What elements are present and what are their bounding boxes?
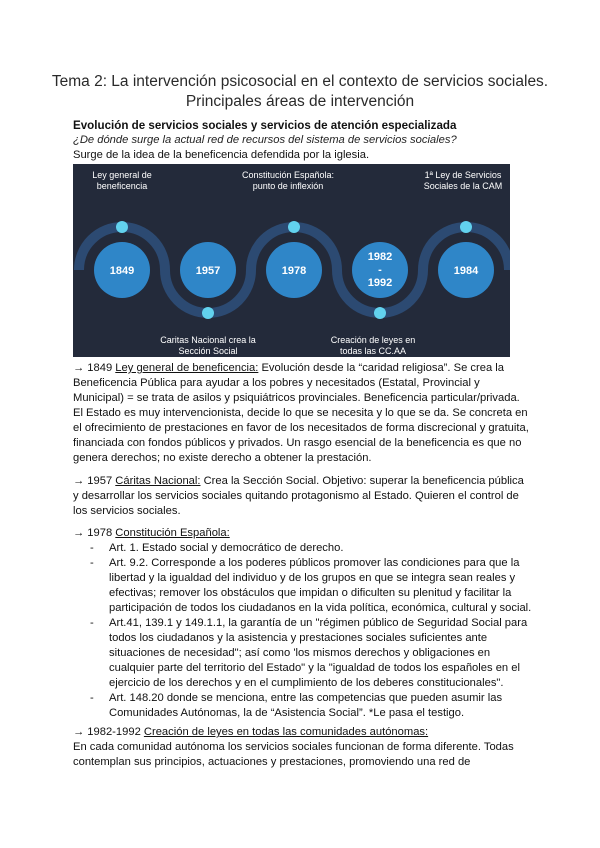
year-1982: 1982 (367, 251, 393, 263)
list-text: ejercicio de los derechos y en el cumplimiento de los deberes constitucionales". (109, 677, 504, 689)
entry-text: Evolución desde la “caridad religiosa”. Se crea la (258, 362, 504, 374)
marker-dot-1849 (116, 221, 128, 233)
year-1984: 1984 (453, 265, 479, 277)
entry-text: financiada con fondos públicos y privados. Un rasgo esencial de la beneficencia es que no (73, 437, 522, 449)
list-text: cualquier parte del territorio del Estado" y la "igualdad de todos los españoles en el (109, 662, 520, 674)
list-text: Art. 1. Estado social y democrático de derecho. (109, 542, 344, 554)
year-1992: 1992 (367, 277, 393, 289)
label-1982-line2: todas las CC.AA (339, 346, 407, 356)
entry-1849-label: Ley general de beneficencia: (115, 362, 259, 374)
label-1957-line2: Sección Social (178, 346, 238, 356)
list-item (73, 691, 533, 721)
entry-arrow: → 1957 (73, 475, 116, 487)
marker-dot-1978 (288, 221, 300, 233)
entry-1982-label: Creación de leyes en todas las comunidades autónomas: (143, 726, 429, 738)
year-dash: - (378, 264, 382, 276)
entry-text: contemplan sus principios, actuaciones y prestaciones, promoviendo una red de (73, 756, 471, 768)
entry-arrow: → 1978 (73, 527, 116, 539)
list-item (73, 616, 533, 691)
entry-text: En cada comunidad autónoma los servicios sociales funcionan de forma diferente. Todas (73, 741, 514, 753)
title-line-2: Principales áreas de intervención (185, 93, 415, 110)
section-heading: Evolución de servicios sociales y servicios de atención especializada (73, 119, 457, 132)
list-text: libertad y la igualdad del individuo y de los grupos en que se integra sean reales y (109, 572, 516, 584)
list-item (73, 541, 533, 556)
list-item (73, 556, 533, 616)
label-1984-line1: 1ª Ley de Servicios (424, 170, 502, 180)
entry-text: el ofrecimiento de prestaciones en favor de los necesitados de forma discrecional y gratuita, (73, 422, 529, 434)
page-title (40, 72, 560, 112)
marker-dot-1984 (460, 221, 472, 233)
entry-text: Beneficencia Pública para ayudar a los pobres y necesitados (Estatal, Provincial y (73, 377, 480, 389)
label-1849-line2: beneficencia (96, 181, 148, 191)
entry-1978-line (73, 526, 533, 541)
entry-1957-label: Cáritas Nacional: (115, 475, 201, 487)
entry-text: Crea la Sección Social. Objetivo: superar la beneficencia pública (200, 475, 524, 487)
label-1957-line1: Caritas Nacional crea la (160, 335, 256, 345)
section-intro: Surge de la idea de la beneficencia defendida por la iglesia. (73, 149, 370, 161)
entry-arrow: → 1982-1992 (73, 726, 144, 738)
label-1978-line1: Constitución Española: (241, 170, 335, 180)
entry-1982-line (73, 725, 533, 740)
entry-1982-1992 (73, 725, 533, 770)
list-dash: - (90, 557, 94, 569)
article-list (73, 541, 533, 721)
entry-text: y desarrollar los servicios sociales quitando protagonismo al Estado. Quieren el control de (73, 490, 519, 502)
entry-1849-line (73, 361, 533, 376)
label-1849-line1: Ley general de (92, 170, 152, 180)
title-line-1: Tema 2: La intervención psicosocial en el contexto de servicios sociales. (51, 73, 549, 90)
list-text: situaciones de necesidad"; así como 'los mismos derechos y obligaciones en (109, 647, 491, 659)
entry-1978-label: Constitución Española: (115, 527, 230, 539)
entry-1978 (73, 526, 533, 721)
timeline-image (73, 164, 510, 357)
list-text: Art. 148.20 donde se menciona, entre las competencias que pueden asumir las (109, 692, 503, 704)
entry-text: El Estado es muy intervencionista, decide lo que se necesita y lo que se da. Se concreta en (73, 407, 528, 419)
list-dash: - (90, 617, 94, 629)
entry-text: genera derechos; no existe derecho a obtener la prestación. (73, 452, 372, 464)
label-1982-line1: Creación de leyes en (330, 335, 416, 345)
list-text: participación de todos los ciudadanos en la vida política, económica, cultural y social. (109, 602, 532, 614)
list-text: efectivas; remover los obstáculos que impidan o dificulten su plenitud y facilitar la (109, 587, 512, 599)
year-1849: 1849 (109, 265, 135, 277)
entry-arrow: → 1849 (73, 362, 116, 374)
entry-1957 (73, 474, 533, 519)
list-text: Art.41, 139.1 y 149.1.1, la garantía de un "régimen público de Seguridad Social para (109, 617, 528, 629)
list-dash: - (90, 692, 94, 704)
marker-dot-1982 (374, 307, 386, 319)
entry-text: los servicios sociales. (73, 505, 181, 517)
label-1978-line2: punto de inflexión (252, 181, 324, 191)
entry-1957-line (73, 474, 533, 489)
year-1957: 1957 (195, 265, 221, 277)
list-text: Art. 9.2. Corresponde a los poderes públicos promover las condiciones para que la (109, 557, 520, 569)
list-text: todos los ciudadanos y la asistencia y prestaciones sociales suficientes ante (109, 632, 488, 644)
entry-1849 (73, 361, 533, 466)
year-1978: 1978 (281, 265, 307, 277)
entry-text: Municipal) = se trata de asilos y psiquiátricos provinciales. Beneficencia particular/privada. (73, 392, 520, 404)
list-dash: - (90, 542, 94, 554)
list-text: Comunidades Autónomas, la de “Asistencia Social”. *Le pasa el testigo. (109, 707, 465, 719)
marker-dot-1957 (202, 307, 214, 319)
section-question: ¿De dónde surge la actual red de recursos del sistema de servicios sociales? (73, 134, 457, 146)
label-1984-line2: Sociales de la CAM (423, 181, 503, 191)
